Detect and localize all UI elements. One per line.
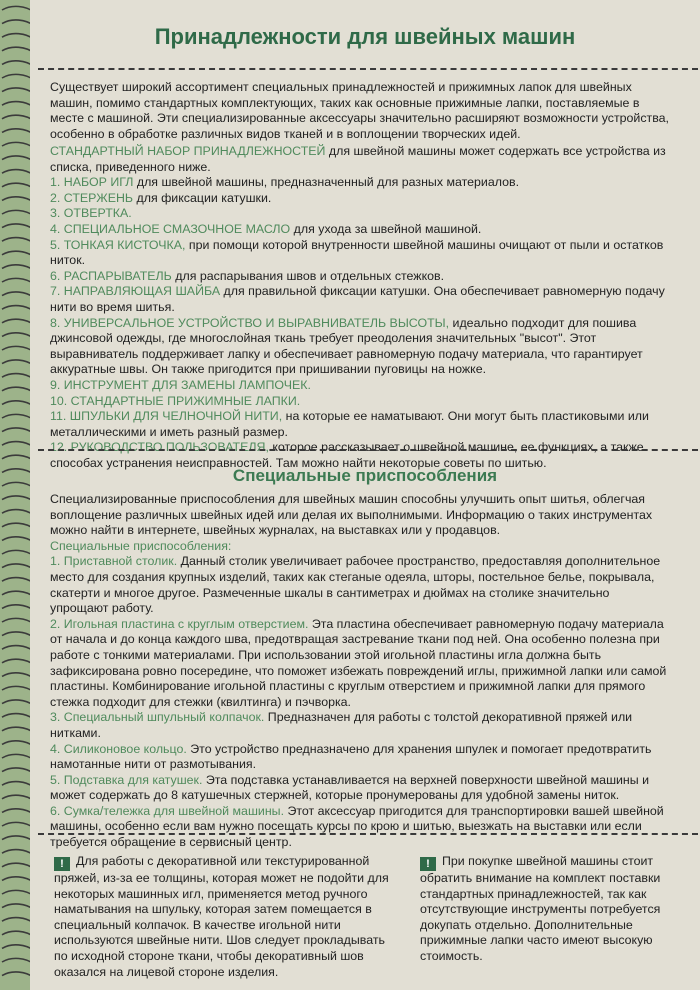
standard-lead-text: для швейной машины может содержать все устройства из списка, приведенного ниже.: [50, 144, 666, 174]
list-item: [50, 238, 670, 269]
list-item: [50, 175, 670, 191]
special-section: [50, 492, 670, 851]
note-right: [420, 854, 676, 965]
list-item-heading: 3. Специальный шпульный колпачок.: [50, 710, 265, 725]
divider: [38, 68, 698, 70]
list-item-text: Эта подставка устанавливается на верхней поверхности швейной машины и может содержать до 8 катушечных стержней, которые пронумерованы для удобной замены ниток.: [50, 772, 650, 803]
list-item: [50, 773, 670, 804]
list-item-text: Эта пластина обеспечивает равномерную подачу материала от начала и до конца каждого шва, предотвращая застревание ткани под ней. Она особенно полезна при работе с тонкими материалами. При использовании этой игольной пластины игла должна быть зафиксирована ровно посередине, что поможет избежать повреждений иглы, прижимной лапки или самой пластины. Комбинирование игольной пластины с круглым отверстием и прижимной лапки для прямого стежка подходит для стежки (квилтинга) и пэчворка.: [50, 616, 667, 709]
divider: [38, 833, 698, 835]
list-item: [50, 554, 670, 616]
list-item: [50, 378, 670, 394]
list-item-text: для распарывания швов и отдельных стежков.: [171, 268, 445, 283]
note-left: [54, 854, 394, 980]
list-item-text: которое рассказывает о швейной машине, ее функциях, а также способах устранения неисправностей. Там можно найти некоторые советы по шитью.: [50, 440, 644, 470]
list-item: [50, 742, 670, 773]
list-item: [50, 269, 670, 285]
list-item-heading: 8. УНИВЕРСАЛЬНОЕ УСТРОЙСТВО И ВЫРАВНИВАТЕЛЬ ВЫСОТЫ,: [50, 315, 450, 330]
note-left-text: Для работы с декоративной или текстурированной пряжей, из-за ее толщины, которая может не подойти для некоторых машинных игл, применяется метод ручного наматывания на шпульку, которая затем помещается в специальный колпачок. В качестве игольной нити используются швейные нити. Шов следует прокладывать по исходной стороне ткани, чтобы декоративный шов оказался на лицевой стороне изделия.: [54, 854, 389, 979]
list-item-text: Предназначен для работы с толстой декоративной пряжей или нитками.: [50, 710, 633, 740]
special-intro: Специализированные приспособления для швейных машин способны улучшить опыт шитья, облегчая воплощение различных швейных идей или делая их выполнимыми. Информацию о таких инструментах можно найти в интернете, швейных журналах, на выставках или у продавцов.: [50, 492, 653, 538]
list-item-text: для ухода за швейной машиной.: [290, 221, 482, 236]
note-right-text: При покупке швейной машины стоит обратить внимание на комплект поставки стандартных принадлежностей, так как отсутствующие инструменты потребуется докупать отдельно. Дополнительные прижимные лапки часто имеют высокую стоимость.: [420, 854, 661, 963]
list-item-text: Этот аксессуар пригодится для транспортировки вашей швейной машины, особенно если вам нужно посещать курсы по крою и шитью, выезжать на выставки или если требуется обращение в сервисный центр.: [50, 803, 664, 850]
special-label: Специальные приспособления:: [50, 538, 232, 553]
list-item: [50, 206, 670, 222]
section-title: Специальные приспособления: [232, 466, 498, 485]
special-list: [50, 554, 670, 850]
list-item: [50, 710, 670, 741]
list-item-text: для фиксации катушки.: [133, 190, 272, 205]
list-item-heading: 2. Игольная пластина с круглым отверстием.: [50, 616, 309, 631]
list-item-heading: 7. НАПРАВЛЯЮЩАЯ ШАЙБА: [50, 284, 221, 299]
list-item-heading: 6. РАСПАРЫВАТЕЛЬ: [50, 268, 172, 283]
warning-icon: !: [420, 857, 436, 871]
list-item-heading: 5. Подставка для катушек.: [50, 772, 203, 787]
list-item-text: Это устройство предназначено для хранения шпулек и помогает предотвратить намотанные нити от размотывания.: [50, 741, 652, 772]
intro-paragraph: Существует широкий ассортимент специальных принадлежностей и прижимных лапок для швейных машин, помимо стандартных комплектующих, таких как основные прижимные лапки, поставляемые в месте с машиной. Эти специализированные аксессуары значительно расширяют возможности устройства, особенно в обработке различных видов тканей и в воплощении творческих идей.: [50, 80, 669, 141]
list-item-heading: 10. СТАНДАРТНЫЕ ПРИЖИМНЫЕ ЛАПКИ.: [50, 393, 301, 408]
list-item: [50, 222, 670, 238]
page-title: Принадлежности для швейных машин: [154, 24, 576, 49]
list-item-heading: 4. Силиконовое кольцо.: [50, 741, 187, 756]
list-item: [50, 191, 670, 207]
list-item: [50, 804, 670, 851]
list-item: [50, 316, 670, 378]
list-item-heading: 2. СТЕРЖЕНЬ: [50, 190, 134, 205]
intro-section: [50, 80, 670, 142]
list-item-text: Данный столик увеличивает рабочее пространство, предоставляя дополнительное место для создания крупных изделий, таких как стеганые одеяла, шторы, постельное белье, покрывала, скатерти и многое другое. Размеченные шкалы в сантиметрах и дюймах на столике значительно упрощают работу.: [50, 554, 661, 616]
list-item: [50, 394, 670, 410]
page: [30, 0, 700, 990]
list-item-text: для правильной фиксации катушки. Она обеспечивает равномерную подачу нити во время шитья.: [50, 284, 665, 314]
standard-section: [50, 144, 670, 471]
list-item-heading: 4. СПЕЦИАЛЬНОЕ СМАЗОЧНОЕ МАСЛО: [50, 221, 291, 236]
list-item-text: на которые ее наматывают. Они могут быть пластиковыми или металлическими и иметь разный размер.: [50, 409, 649, 439]
list-item-heading: 11. ШПУЛЬКИ ДЛЯ ЧЕЛНОЧНОЙ НИТИ,: [50, 409, 283, 424]
list-item-heading: 6. Сумка/тележка для швейной машины.: [50, 803, 285, 818]
standard-lead-title: СТАНДАРТНЫЙ НАБОР ПРИНАДЛЕЖНОСТЕЙ: [50, 144, 326, 158]
warning-icon: !: [54, 857, 70, 871]
list-item-heading: 3. ОТВЕРТКА.: [50, 206, 132, 221]
list-item-text: при помощи которой внутренности швейной машины очищают от пыли и остатков ниток.: [50, 237, 664, 268]
list-item: [50, 284, 670, 315]
list-item-heading: 1. Приставной столик.: [50, 554, 178, 569]
standard-list: [50, 175, 670, 471]
list-item-heading: 12. РУКОВОДСТВО ПОЛЬЗОВАТЕЛЯ,: [50, 440, 269, 455]
list-item: [50, 617, 670, 711]
standard-lead: [50, 144, 670, 175]
list-item: [50, 409, 670, 440]
divider: [38, 449, 698, 451]
list-item-text: для швейной машины, предназначенный для разных материалов.: [133, 175, 520, 190]
list-item-heading: 5. ТОНКАЯ КИСТОЧКА,: [50, 237, 186, 252]
list-item-heading: 1. НАБОР ИГЛ: [50, 175, 134, 190]
list-item-text: идеально подходит для пошива джинсовой одежды, где многослойная ткань требует преодоления значительных "высот". Этот выравниватель поддерживает лапку и обеспечивает равномерную подачу материала, что гарантирует аккуратные швы. Он также пригодится при пришивании пуговицы на ножке.: [50, 315, 643, 377]
list-item-heading: 9. ИНСТРУМЕНТ ДЛЯ ЗАМЕНЫ ЛАМПОЧЕК.: [50, 377, 311, 392]
